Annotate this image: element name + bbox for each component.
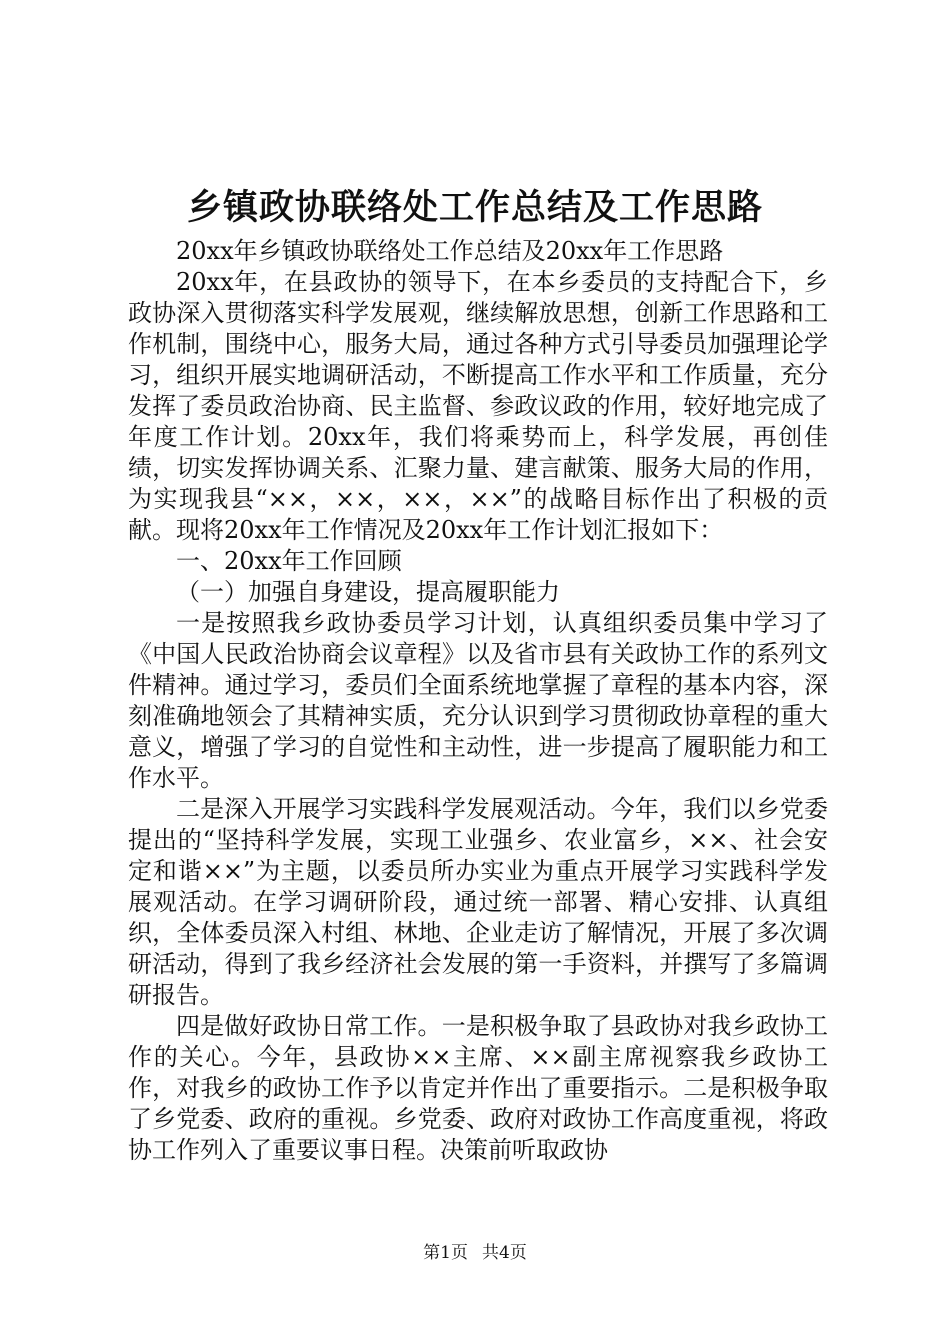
document-body [128, 236, 828, 1166]
page-total: 共4页 [482, 1243, 527, 1263]
section-heading: 一、20xx年工作回顾 [176, 547, 402, 575]
body-paragraph: 四是做好政协日常工作。一是积极争取了县政协对我乡政协工作的关心。今年，县政协××主席、××副主席视察我乡政协工作，对我乡的政协工作予以肯定并作出了重要指示。二是积极争取了乡党委、政府的重视。乡党委、政府对政协工作高度重视，将政协工作列入了重要议事日程。决策前听取政协 [128, 1012, 828, 1164]
page-footer [0, 1241, 950, 1265]
subtitle-paragraph: 20xx年乡镇政协联络处工作总结及20xx年工作思路 [176, 237, 724, 265]
subsection-heading: （一）加强自身建设，提高履职能力 [176, 578, 560, 606]
body-paragraph: 二是深入开展学习实践科学发展观活动。今年，我们以乡党委提出的“坚持科学发展，实现工业强乡、农业富乡，××、社会安定和谐××”为主题，以委员所办实业为重点开展学习实践科学发展观活动。在学习调研阶段，通过统一部署、精心安排、认真组织，全体委员深入村组、林地、企业走访了解情况，开展了多次调研活动，得到了我乡经济社会发展的第一手资料，并撰写了多篇调研报告。 [128, 795, 828, 1009]
page-number: 第1页 [423, 1243, 468, 1263]
body-paragraph: 一是按照我乡政协委员学习计划，认真组织委员集中学习了《中国人民政治协商会议章程》以及省市县有关政协工作的系列文件精神。通过学习，委员们全面系统地掌握了章程的基本内容，深刻准确地领会了其精神实质，充分认识到学习贯彻政协章程的重大意义，增强了学习的自觉性和主动性，进一步提高了履职能力和工作水平。 [128, 609, 828, 792]
intro-paragraph: 20xx年，在县政协的领导下，在本乡委员的支持配合下，乡政协深入贯彻落实科学发展观，继续解放思想，创新工作思路和工作机制，围绕中心，服务大局，通过各种方式引导委员加强理论学习，组织开展实地调研活动，不断提高工作水平和工作质量，充分发挥了委员政治协商、民主监督、参政议政的作用，较好地完成了年度工作计划。20xx年，我们将乘势而上，科学发展，再创佳绩，切实发挥协调关系、汇聚力量、建言献策、服务大局的作用，为实现我县“××，××，××，××”的战略目标作出了积极的贡献。现将20xx年工作情况及20xx年工作计划汇报如下： [128, 268, 828, 544]
document-title: 乡镇政协联络处工作总结及工作思路 [186, 187, 763, 228]
